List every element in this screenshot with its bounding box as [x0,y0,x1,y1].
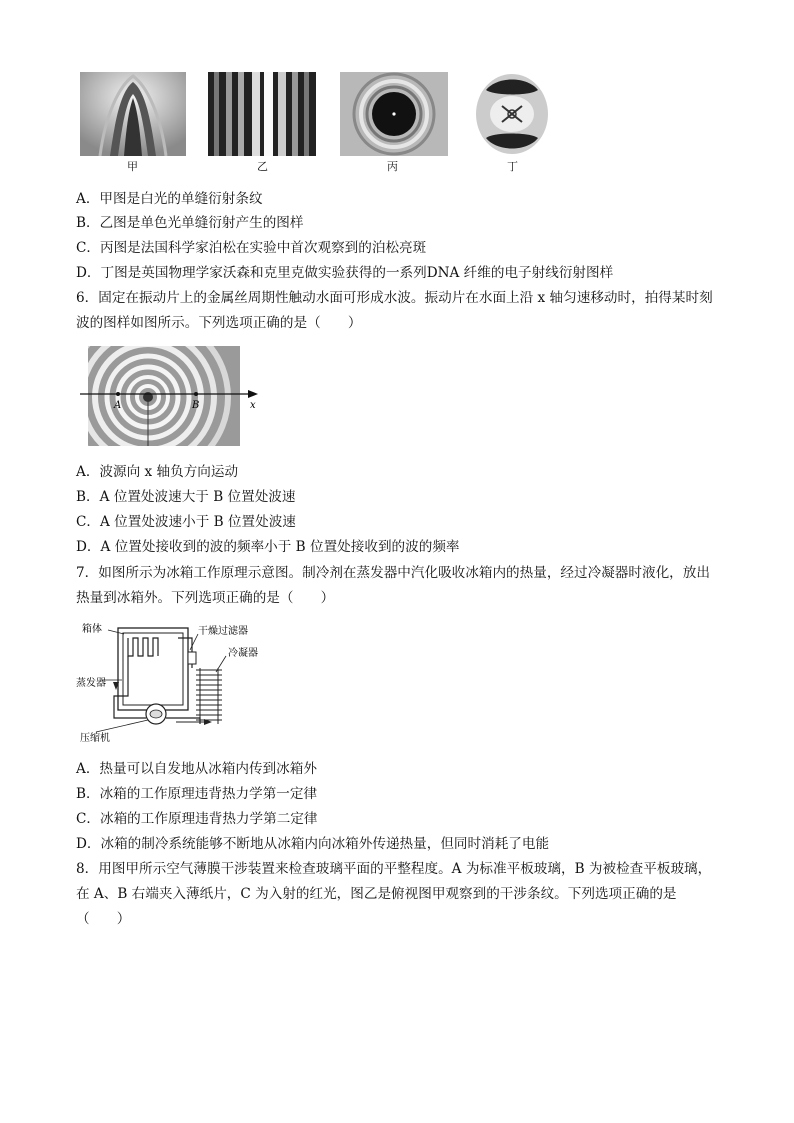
q6-stem-line2: 波的图样如图所示。下列选项正确的是（ ） [76,315,362,331]
q8-stem-line1: 8．用图甲所示空气薄膜干涉装置来检查玻璃平面的平整程度。A 为标准平板玻璃，B 为被检查平板玻璃， [76,861,712,877]
figure-label-bing: 丙 [387,160,398,173]
figure-label-jia: 甲 [127,160,138,173]
q7-label-condenser: 冷凝器 [228,648,258,659]
q7-label-box: 箱体 [82,624,102,635]
figure-jia-diffraction [80,72,186,156]
q6-option-c: C．A 位置处波速小于 B 位置处波速 [76,514,296,530]
q6-water-wave-figure [76,346,266,446]
q7-label-filter: 干燥过滤器 [198,626,248,637]
q7-option-b: B．冰箱的工作原理违背热力学第一定律 [76,786,318,802]
q5-option-a: A．甲图是白光的单缝衍射条纹 [76,191,263,207]
q6-option-b: B．A 位置处波速大于 B 位置处波速 [76,489,296,505]
q6-label-b: B [192,400,200,411]
q7-option-d: D．冰箱的制冷系统能够不断地从冰箱内向冰箱外传递热量，但同时消耗了电能 [76,836,550,852]
q6-label-a: A [114,400,122,411]
q8-stem-line3: （ ） [76,911,131,927]
q5-option-c: C．丙图是法国科学家泊松在实验中首次观察到的泊松亮斑 [76,240,427,256]
q5-option-d: D．丁图是英国物理学家沃森和克里克做实验获得的一系列DNA 纤维的电子射线衍射图样 [76,265,614,281]
q7-option-c: C．冰箱的工作原理违背热力学第二定律 [76,811,318,827]
q6-label-x: x [250,400,256,411]
q6-stem-line1: 6．固定在振动片上的金属丝周期性触动水面可形成水波。振动片在水面上沿 x 轴匀速移动时，拍得某时刻 [76,290,713,306]
q7-refrigerator-diagram [76,620,266,744]
figure-ding-dna-diffraction [472,72,552,156]
figure-label-ding: 丁 [507,160,518,173]
figure-label-yi: 乙 [257,160,268,173]
q5-option-b: B．乙图是单色光单缝衍射产生的图样 [76,215,304,231]
q7-option-a: A．热量可以自发地从冰箱内传到冰箱外 [76,761,317,777]
q6-option-a: A．波源向 x 轴负方向运动 [76,464,239,480]
q7-stem-line1: 7．如图所示为冰箱工作原理示意图。制冷剂在蒸发器中汽化吸收冰箱内的热量，经过冷凝器时液化，放出 [76,565,710,581]
q6-option-d: D．A 位置处接收到的波的频率小于 B 位置处接收到的波的频率 [76,539,460,555]
q8-stem-line2: 在 A、B 右端夹入薄纸片，C 为入射的红光，图乙是俯视图甲观察到的干涉条纹。下列选项正确的是 [76,886,677,902]
q7-stem-line2: 热量到冰箱外。下列选项正确的是（ ） [76,590,335,606]
q7-label-evaporator: 蒸发器 [76,678,106,689]
figure-yi-fringes [208,72,316,156]
figure-bing-poisson-spot [340,72,448,156]
q7-label-compressor: 压缩机 [80,733,110,744]
